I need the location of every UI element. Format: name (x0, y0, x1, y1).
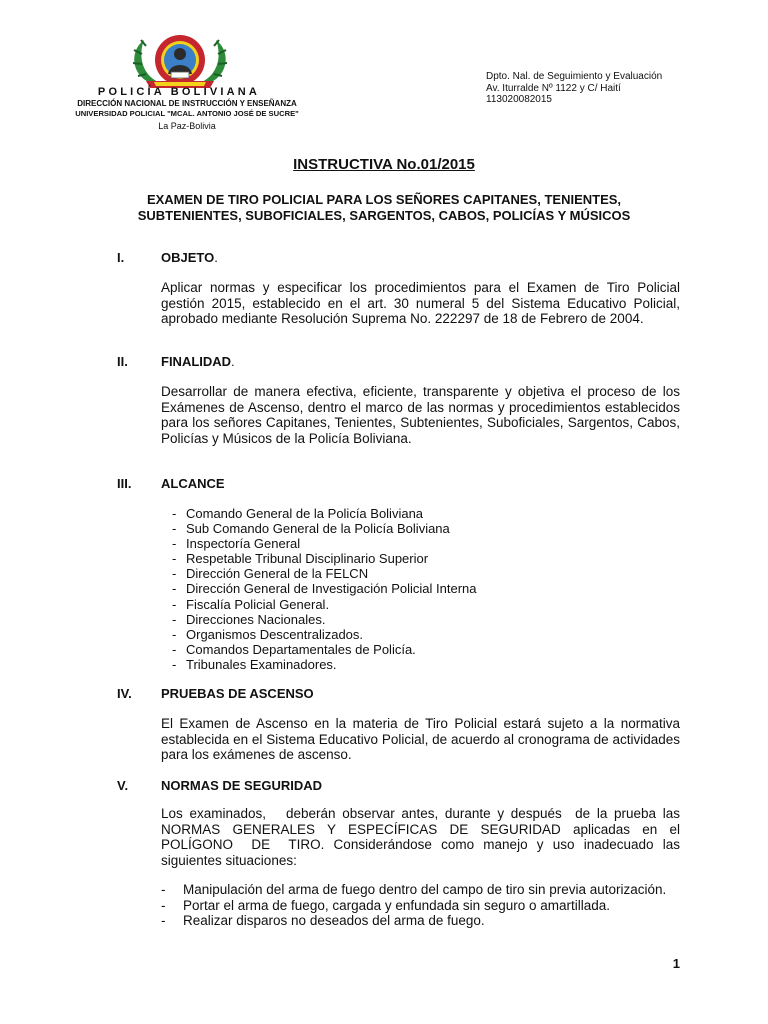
institution-name: POLICÍA BOLIVIANA (97, 86, 261, 98)
section-number: I. (117, 250, 125, 265)
section-title-objeto (161, 250, 218, 266)
section-body-normas: Los examinados, deberán observar antes, durante y después de la prueba las NORMAS GENERALES Y ESPECÍFICAS DE SEGURIDAD aplicadas en el POLÍGONO DE TIRO. Considerándose como manejo y uso inadecuado las siguientes situaciones: (161, 806, 684, 868)
list-item: - Comandos Departamentales de Policía. (172, 642, 477, 657)
list-item: - Dirección General de la FELCN (172, 566, 477, 581)
list-item: - Fiscalía Policial General. (172, 597, 477, 612)
list-item: - Comando General de la Policía Boliviana (172, 506, 477, 521)
list-item: - Inspectoría General (172, 536, 477, 551)
section-title-alcance: ALCANCE (161, 476, 225, 491)
list-item: - Portar el arma de fuego, cargada y enfundada sin seguro o amartillada. (161, 898, 680, 914)
document-title: INSTRUCTIVA No.01/2015 (293, 156, 475, 173)
police-crest-icon (124, 34, 236, 90)
university-name: UNIVERSIDAD POLICIAL "MCAL. ANTONIO JOSÉ DE SUCRE" (75, 109, 299, 118)
list-item: - Direcciones Nacionales. (172, 612, 477, 627)
section-title-finalidad (161, 354, 235, 370)
section-body-objeto: Aplicar normas y especificar los procedimientos para el Examen de Tiro Policial gestión 2015, establecido en el art. 30 numeral 5 del Sistema Educativo Policial, aprobado mediante Resolución Suprema No. 222297 de 18 de Febrero de 2004. (161, 280, 680, 326)
section-body-pruebas: El Examen de Ascenso en la materia de Tiro Policial estará sujeto a la normativa establecida en el Sistema Educativo Policial, de acuerdo al cronograma de actividades para los exámenes de ascenso. (161, 716, 680, 762)
city-label: La Paz-Bolivia (158, 121, 216, 131)
page-number: 1 (672, 956, 680, 971)
section-number: III. (117, 476, 132, 491)
scope-list (172, 506, 477, 672)
contact-address: Av. Iturralde Nº 1122 y C/ Haití (486, 82, 621, 94)
list-item: - Respetable Tribunal Disciplinario Superior (172, 551, 477, 566)
section-number: II. (117, 354, 128, 369)
direction-name: DIRECCIÓN NACIONAL DE INSTRUCCIÓN Y ENSEÑANZA (77, 99, 297, 108)
section-title-normas: NORMAS DE SEGURIDAD (161, 778, 323, 793)
list-item: - Tribunales Examinadores. (172, 657, 477, 672)
section-title-text: FINALIDAD (161, 354, 232, 369)
contact-block (486, 71, 662, 106)
section-number: V. (117, 778, 129, 793)
section-title-pruebas: PRUEBAS DE ASCENSO (161, 686, 314, 701)
section-body-finalidad: Desarrollar de manera efectiva, eficiente, transparente y objetiva el proceso de los Exámenes de Ascenso, dentro el marco de las normas y procedimientos establecidos para los señores Capitanes, Tenientes, Subtenientes, Suboficiales, Sargentos, Cabos, Policías y Músicos de la Policía Boliviana. (161, 384, 680, 446)
list-item: - Realizar disparos no deseados del arma de fuego. (161, 913, 680, 929)
safety-rules-list (161, 882, 680, 929)
contact-reference: 113020082015 (486, 94, 552, 105)
section-title-text: OBJETO (161, 250, 215, 265)
list-item: - Sub Comando General de la Policía Boliviana (172, 521, 477, 536)
list-item: - Organismos Descentralizados. (172, 627, 477, 642)
document-subtitle: EXAMEN DE TIRO POLICIAL PARA LOS SEÑORES CAPITANES, TENIENTES, SUBTENIENTES, SUBOFICIALES, SARGENTOS, CABOS, POLICÍAS Y MÚSICOS (137, 192, 631, 223)
list-item: - Dirección General de Investigación Policial Interna (172, 581, 477, 596)
contact-department: Dpto. Nal. de Seguimiento y Evaluación (486, 71, 663, 82)
section-number: IV. (117, 686, 132, 701)
section-title-period: . (214, 250, 218, 265)
section-title-period: . (231, 354, 235, 369)
list-item: - Manipulación del arma de fuego dentro del campo de tiro sin previa autorización. (161, 882, 680, 898)
